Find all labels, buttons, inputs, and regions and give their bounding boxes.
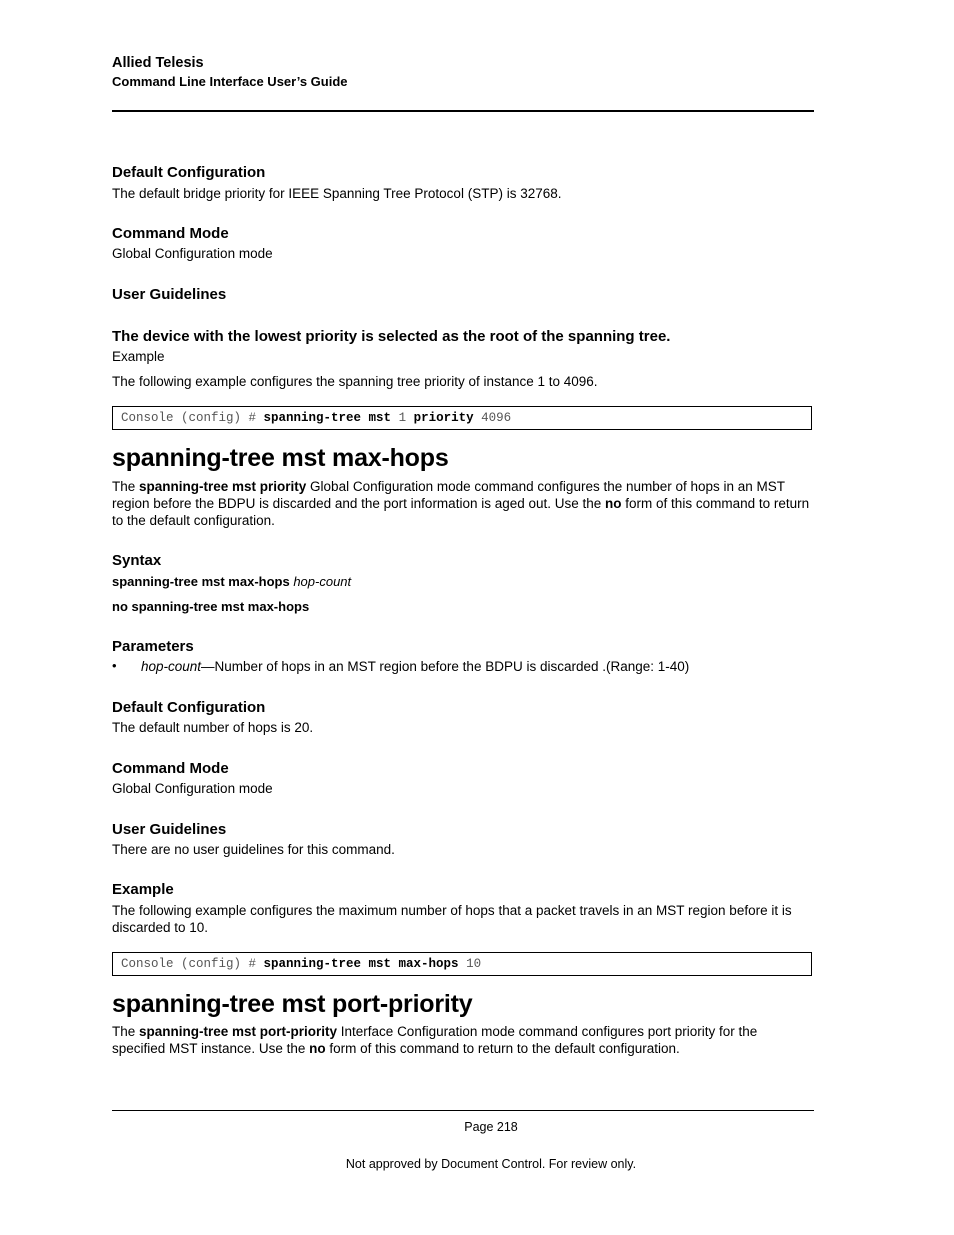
code-command: priority (413, 411, 474, 425)
example-text: The following example configures the spanning tree priority of instance 1 to 4096. (112, 374, 598, 389)
max-hops-code-example (112, 952, 812, 976)
guide-title: Command Line Interface User’s Guide (112, 74, 348, 89)
syntax-no-line: no spanning-tree mst max-hops (112, 599, 310, 614)
code-prompt: Console (config) # (121, 411, 264, 425)
parameter-item: hop-count—Number of hops in an MST region before the BDPU is discarded .(Range: 1-40) (141, 659, 690, 674)
code-command: spanning-tree mst (263, 411, 392, 425)
code-prompt: Console (config) # (121, 957, 264, 971)
port-priority-intro: The spanning-tree mst port-priority Interface Configuration mode command configures port priority for the specified MST instance. Use the no form of this command to return to the default configuration. (112, 1024, 758, 1056)
command-mode-heading: Command Mode (112, 225, 229, 242)
code-argument: 1 (391, 411, 414, 425)
priority-code-example (112, 406, 812, 430)
default-config-heading: Default Configuration (112, 164, 266, 181)
page-number: Page 218 (464, 1120, 518, 1134)
code-command: spanning-tree mst max-hops (263, 957, 459, 971)
review-notice: Not approved by Document Control. For review only. (345, 1157, 637, 1171)
command-mode-heading: Command Mode (112, 760, 229, 777)
user-guidelines-text: The device with the lowest priority is selected as the root of the spanning tree. (112, 328, 671, 345)
footer-divider (112, 1110, 814, 1111)
code-argument: 10 (458, 957, 482, 971)
parameters-heading: Parameters (112, 638, 194, 655)
default-config-heading: Default Configuration (112, 699, 266, 716)
syntax-line: spanning-tree mst max-hops hop-count (112, 574, 352, 589)
max-hops-title: spanning-tree mst max-hops (112, 444, 449, 472)
example-text: The following example configures the maximum number of hops that a packet travels in an MST region before it is discarded to 10. (112, 903, 792, 935)
user-guidelines-text: There are no user guidelines for this command. (112, 842, 395, 857)
example-heading: Example (112, 881, 174, 898)
command-mode-text: Global Configuration mode (112, 781, 273, 796)
default-config-text: The default bridge priority for IEEE Spanning Tree Protocol (STP) is 32768. (112, 186, 562, 201)
header-divider (112, 110, 814, 112)
company-name: Allied Telesis (112, 55, 204, 71)
default-config-text: The default number of hops is 20. (112, 720, 314, 735)
syntax-heading: Syntax (112, 552, 162, 569)
code-argument: 4096 (473, 411, 512, 425)
bullet-icon: • (112, 658, 117, 673)
port-priority-title: spanning-tree mst port-priority (112, 990, 473, 1018)
example-heading: Example (112, 349, 165, 364)
user-guidelines-heading: User Guidelines (112, 821, 227, 838)
user-guidelines-heading: User Guidelines (112, 286, 227, 303)
max-hops-intro: The spanning-tree mst priority Global Configuration mode command configures the number of hops in an MST region before the BDPU is discarded and the port information is aged out. Use the no form of this command to return to the default configuration. (112, 479, 810, 528)
command-mode-text: Global Configuration mode (112, 246, 273, 261)
